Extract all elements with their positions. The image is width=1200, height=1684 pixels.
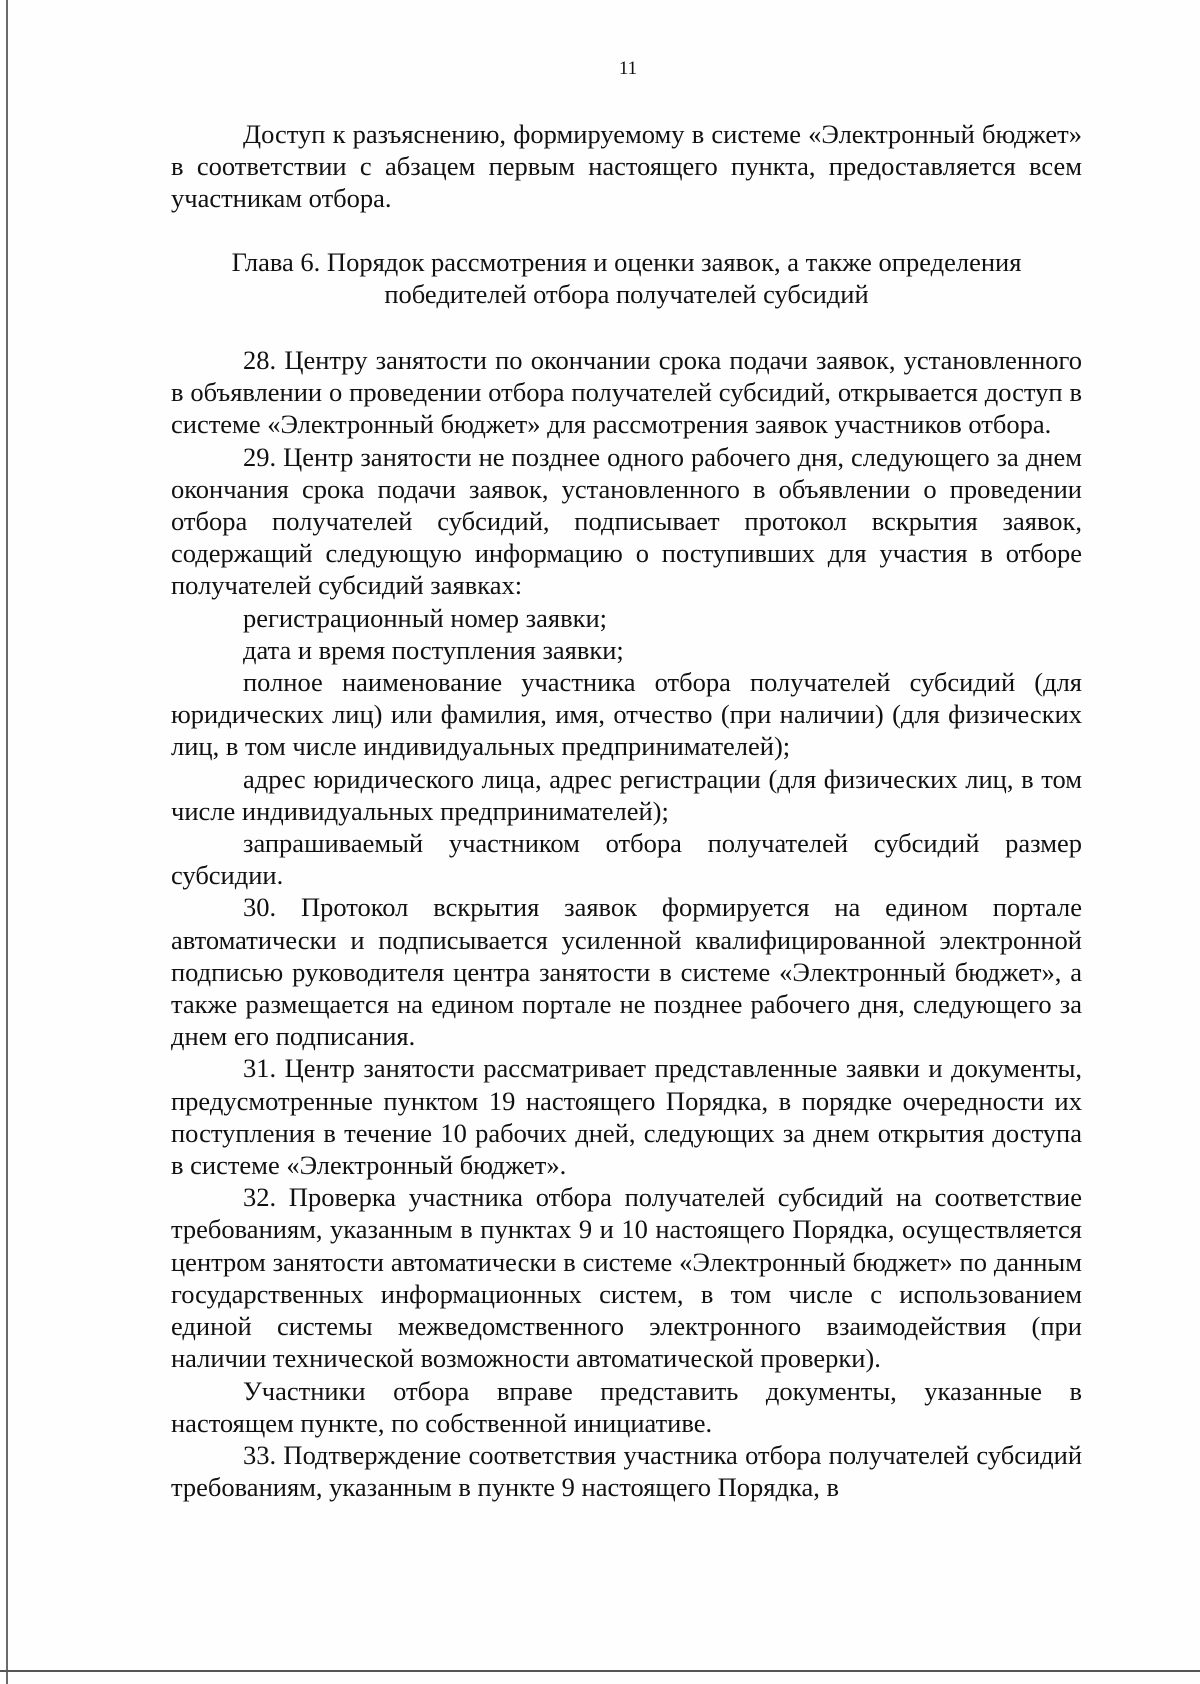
page-number: 11: [618, 58, 638, 79]
chapter-heading-line-2: победителей отбора получателей субсидий: [384, 279, 869, 309]
list-item-registration-number: регистрационный номер заявки;: [243, 602, 608, 633]
intro-block: [171, 118, 1082, 215]
list-item-full-name: полное наименование участника отбора получателей субсидий (для юридических лиц) или фамилия, имя, отчество (при наличии) (для физических лиц, в том числе индивидуальных предпринимателей);: [171, 667, 1082, 762]
paragraph-28: 28. Центру занятости по окончании срока подачи заявок, установленного в объявлении о проведении отбора получателей субсидий, открывается доступ в системе «Электронный бюджет» для рассмотрения заявок участников отбора.: [171, 345, 1082, 440]
list-item-date-time: дата и время поступления заявки;: [243, 634, 624, 665]
paragraph-31: 31. Центр занятости рассматривает представленные заявки и документы, предусмотренные пунктом 19 настоящего Порядка, в порядке очередности их поступления в течение 10 рабочих дней, следующих за днем открытия доступа в системе «Электронный бюджет».: [171, 1053, 1082, 1181]
list-item-address: адрес юридического лица, адрес регистрации (для физических лиц, в том числе индивидуальных предпринимателей);: [171, 763, 1082, 826]
paragraph-32: 32. Проверка участника отбора получателей субсидий на соответствие требованиям, указанным в пунктах 9 и 10 настоящего Порядка, осуществляется центром занятости автоматически в системе «Электронный бюджет» по данным государственных информационных систем, в том числе с использованием единой системы межведомственного электронного взаимодействия (при наличии технической возможности автоматической проверки).: [171, 1182, 1082, 1374]
chapter-heading: [171, 246, 1082, 310]
paragraph-29: 29. Центр занятости не позднее одного рабочего дня, следующего за днем окончания срока подачи заявок, установленного в объявлении о проведении отбора получателей субсидий, подписывает протокол вскрытия заявок, содержащий следующую информацию о поступивших для участия в отборе получателей субсидий заявках:: [171, 441, 1082, 601]
list-item-subsidy-amount: запрашиваемый участником отбора получателей субсидий размер субсидии.: [171, 828, 1082, 891]
scan-left-edge: [6, 0, 8, 1684]
intro-paragraph: Доступ к разъяснению, формируемому в системе «Электронный бюджет» в соответствии с абзацем первым настоящего пункта, предоставляется всем участникам отбора.: [171, 119, 1082, 214]
scan-bottom-edge: [0, 1670, 1200, 1672]
paragraph-33: 33. Подтверждение соответствия участника отбора получателей субсидий требованиям, указанным в пункте 9 настоящего Порядка, в: [171, 1439, 1082, 1503]
paragraph-30: 30. Протокол вскрытия заявок формируется на едином портале автоматически и подписывается усиленной квалифицированной электронной подписью руководителя центра занятости в системе «Электронный бюджет», а также размещается на едином портале не позднее рабочего дня, следующего за днем его подписания.: [171, 892, 1082, 1052]
paragraph-32-note: Участники отбора вправе представить документы, указанные в настоящем пункте, по собственной инициативе.: [171, 1375, 1082, 1438]
chapter-heading-line-1: Глава 6. Порядок рассмотрения и оценки заявок, а также определения: [231, 247, 1022, 277]
body-text: [171, 344, 1082, 1503]
